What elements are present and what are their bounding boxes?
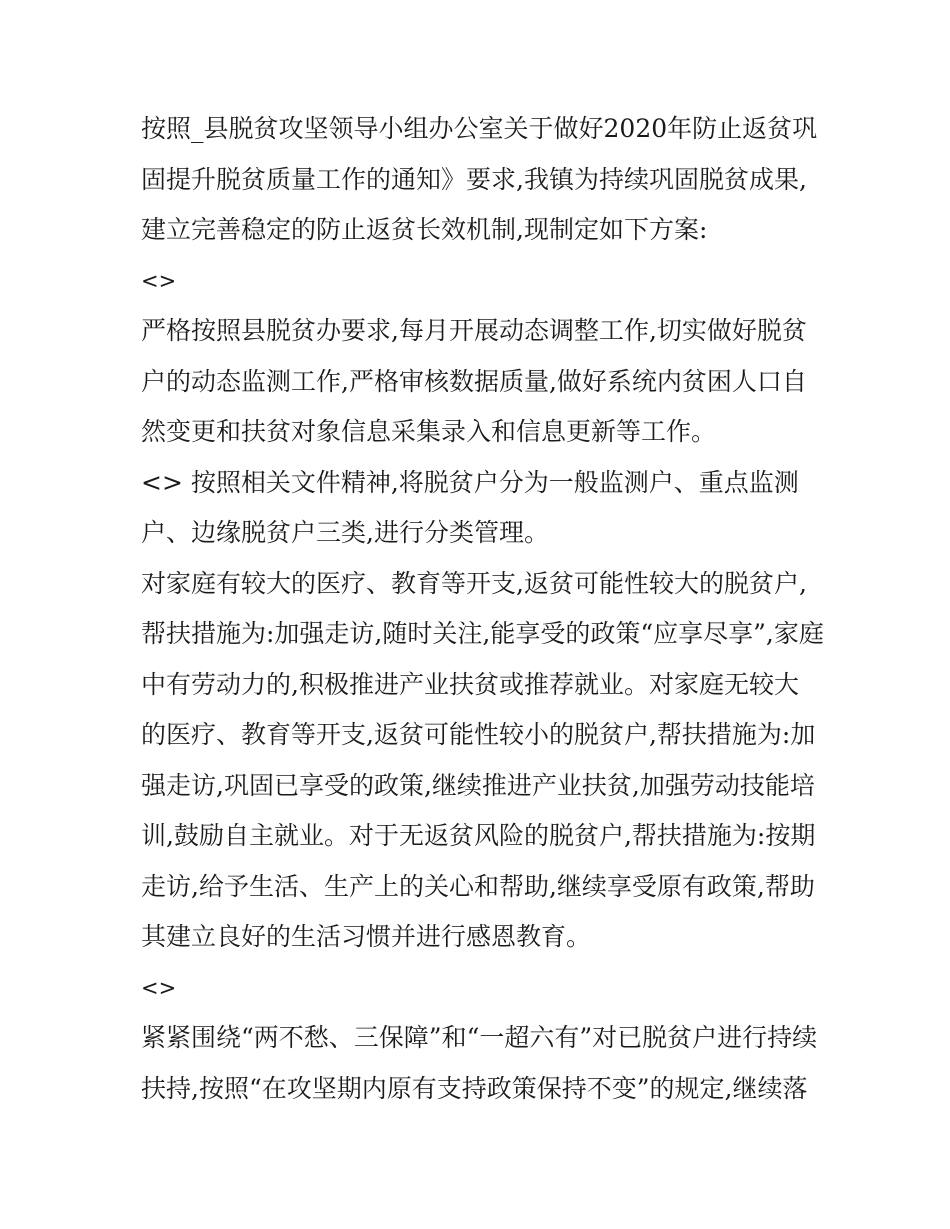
text-line: 扶持,按照“在攻坚期内原有支持政策保持不变”的规定,继续落 [141, 1073, 808, 1103]
text-line: 其建立良好的生活习惯并进行感恩教育。 [141, 922, 592, 951]
text-line: 户的动态监测工作,严格审核数据质量,做好系统内贫困人口自 [141, 366, 807, 396]
text-line: 强走访,巩固已享受的政策,继续推进产业扶贫,加强劳动技能培 [141, 770, 815, 800]
text-line: 训,鼓励自主就业。对于无返贫风险的脱贫户,帮扶措施为:按期 [141, 821, 816, 850]
text-line: 户、边缘脱贫户三类,进行分类管理。 [141, 518, 549, 547]
section-marker: <> [141, 975, 177, 1000]
text-line: 按照_县脱贫攻坚领导小组办公室关于做好2020年防止返贫巩 [141, 114, 818, 143]
text-line: 固提升脱贫质量工作的通知》要求,我镇为持续巩固脱贫成果, [141, 164, 807, 194]
text-line: 走访,给予生活、生产上的关心和帮助,继续享受原有政策,帮助 [141, 871, 815, 901]
text-line: 帮扶措施为:加强走访,随时关注,能享受的政策“应享尽享”,家庭 [141, 619, 824, 648]
text-line: 中有劳动力的,积极推进产业扶贫或推荐就业。对家庭无较大 [141, 669, 799, 699]
section-marker: <> [141, 268, 177, 293]
text-line: 建立完善稳定的防止返贫长效机制,现制定如下方案: [141, 215, 708, 244]
text-line: 紧紧围绕“两不愁、三保障”和“一超六有”对已脱贫户进行持续 [141, 1023, 818, 1052]
text-line: 的医疗、教育等开支,返贫可能性较小的脱贫户,帮扶措施为:加 [141, 720, 816, 749]
document-body [141, 104, 824, 1114]
text-line: <> 按照相关文件精神,将脱贫户分为一般监测户、重点监测 [141, 467, 799, 497]
text-line: 对家庭有较大的医疗、教育等开支,返贫可能性较大的脱贫户, [141, 568, 807, 598]
text-line: 然变更和扶贫对象信息采集录入和信息更新等工作。 [141, 417, 717, 446]
text-line: 严格按照县脱贫办要求,每月开展动态调整工作,切实做好脱贫 [141, 316, 807, 345]
